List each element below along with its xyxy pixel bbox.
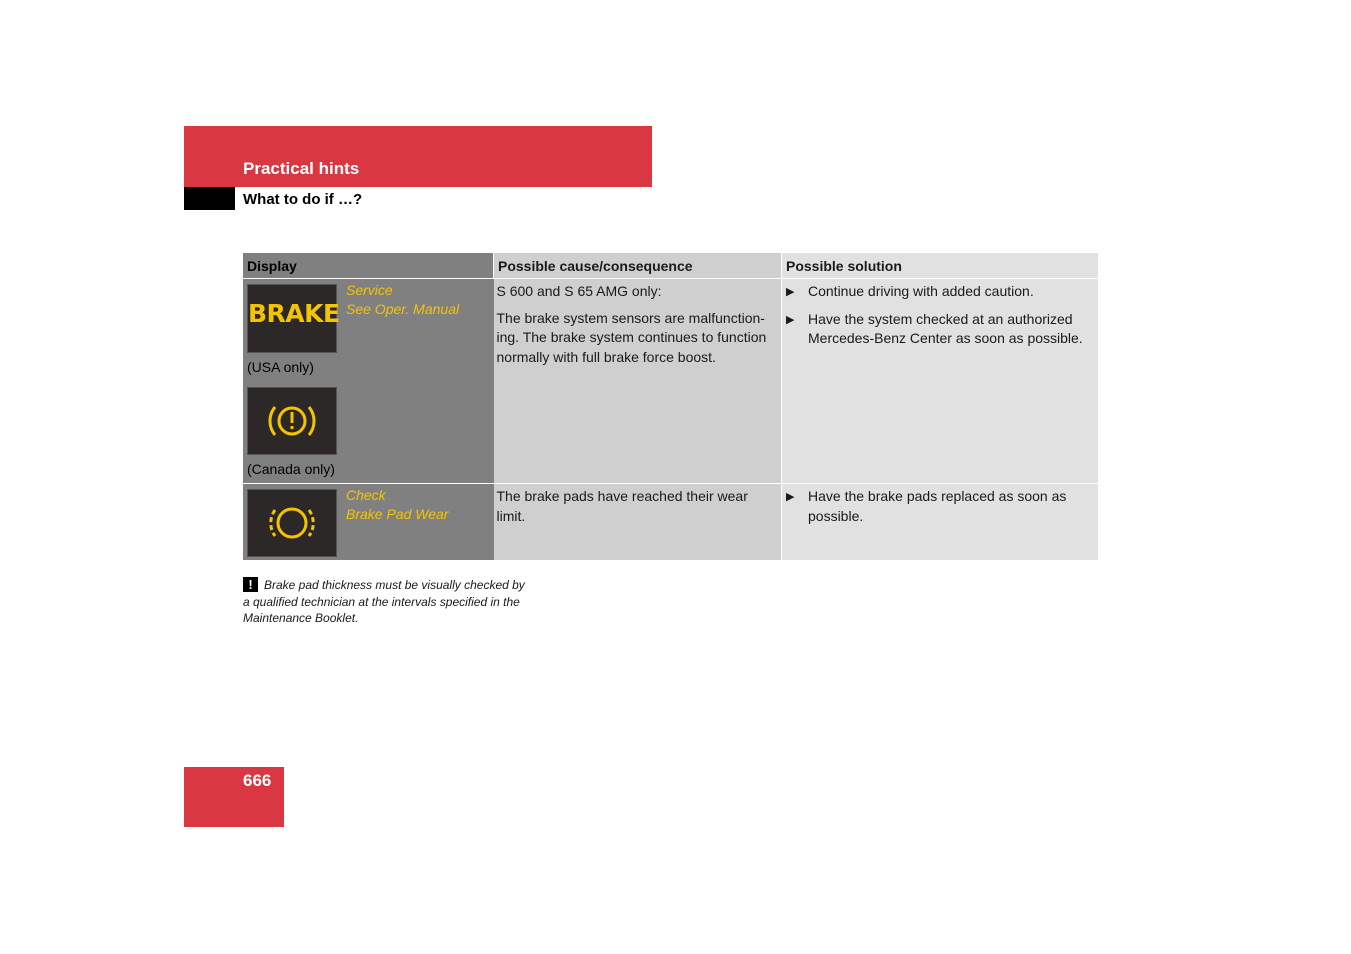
warning-note-text: Brake pad thickness must be visually checked by a qualified technician at the intervals specified in the Maintenance Booklet.: [243, 578, 525, 625]
solution-item: [786, 282, 1094, 303]
bullet-arrow-icon: ▶: [786, 491, 795, 503]
bullet-arrow-icon: ▶: [786, 313, 795, 326]
solution-item: [786, 487, 1094, 526]
hints-table: [243, 253, 1098, 561]
display-cell: [243, 279, 494, 484]
display-message-line2: Brake Pad Wear: [346, 506, 449, 522]
cause-paragraph: The brake pads have reached their wear limit.: [496, 488, 748, 524]
solution-text: Have the brake pads replaced as soon as possible.: [808, 488, 1067, 524]
warning-note: [243, 577, 533, 627]
region-label-canada: (Canada only): [247, 461, 335, 477]
brake-pad-wear-panel: [247, 489, 337, 557]
brake-warning-icon: [248, 388, 336, 454]
cause-cell: [494, 279, 782, 484]
solution-cell: [782, 279, 1099, 484]
solution-cell: [782, 484, 1099, 561]
section-title: Practical hints: [243, 159, 360, 178]
page-number: 666: [243, 771, 272, 790]
exclamation-icon: !: [243, 577, 258, 592]
page-subtitle: What to do if …?: [243, 191, 363, 208]
column-header-display: Display: [243, 253, 494, 279]
display-cell: [243, 484, 494, 561]
solution-text: Continue driving with added caution.: [808, 283, 1034, 299]
region-label-usa: (USA only): [247, 359, 314, 375]
bullet-arrow-icon: ▶: [786, 286, 795, 298]
table-row: [243, 484, 1098, 561]
table-header-row: [243, 253, 1098, 279]
column-header-cause: Possible cause/consequence: [494, 253, 782, 279]
display-message-line1: Check: [346, 487, 386, 503]
brake-pad-wear-icon: [248, 490, 336, 556]
display-message-line1: Service: [346, 282, 393, 298]
brake-text-lamp: BRAKE: [248, 299, 340, 328]
cause-cell: [494, 484, 782, 561]
table-row: [243, 279, 1098, 484]
solution-item: [786, 310, 1094, 349]
brake-text-lamp-panel: [247, 284, 340, 353]
brake-warning-panel: [247, 387, 337, 455]
column-header-solution: Possible solution: [782, 253, 1099, 279]
display-message-line2: See Oper. Manual: [346, 301, 460, 317]
cause-paragraph: S 600 and S 65 AMG only:: [496, 283, 662, 299]
cause-paragraph: The brake system sensors are malfunction-ing. The brake system continues to function normally with full brake force boost.: [496, 309, 767, 365]
solution-text: Have the system checked at an authorized Mercedes-Benz Center as soon as possible.: [808, 310, 1083, 346]
header-tab-marker: [184, 187, 235, 210]
